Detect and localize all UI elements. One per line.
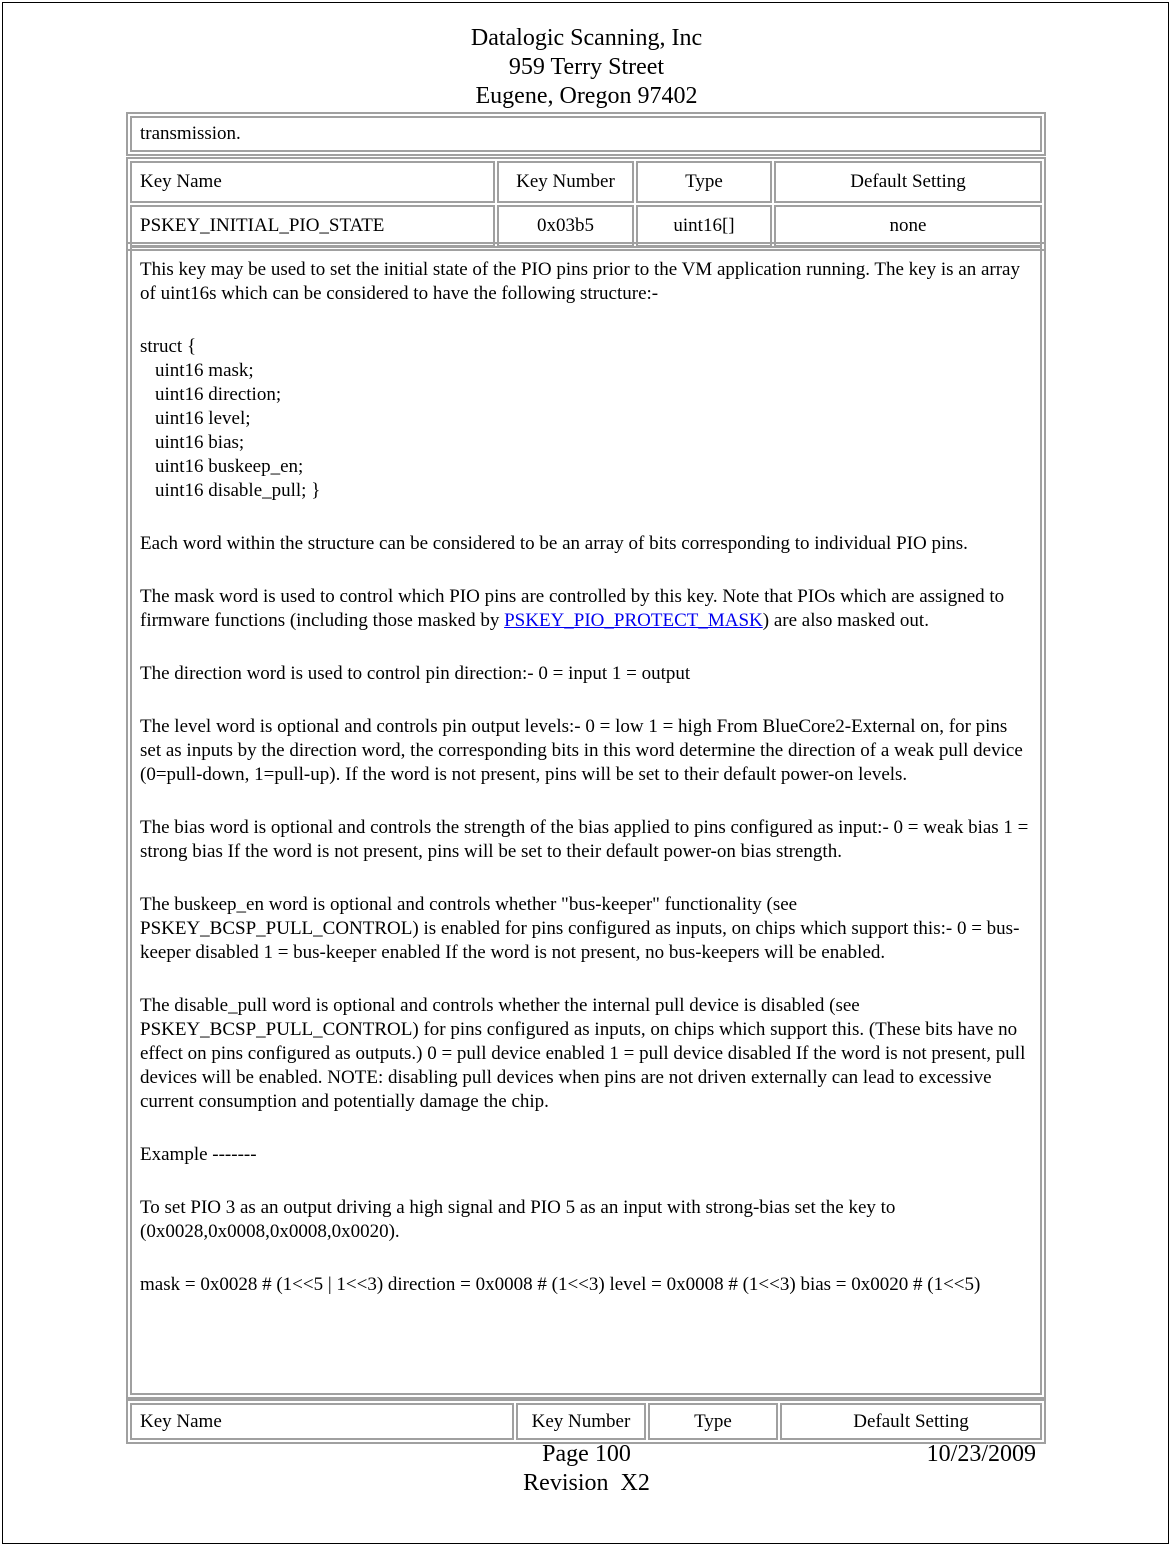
key-name-value: PSKEY_INITIAL_PIO_STATE	[130, 205, 495, 247]
struct-line: uint16 buskeep_en;	[155, 456, 304, 477]
paragraph-bias: The bias word is optional and controls the strength of the bias applied to pins configured as input:- 0 = weak bias 1 = strong bias If the word is not present, pins will be set to their default power-on bias strength.	[140, 817, 1029, 862]
paragraph-example-values: mask = 0x0028 # (1<<5 | 1<<3) direction = 0x0008 # (1<<3) level = 0x0008 # (1<<3) bias = 0x0020 # (1<<5)	[140, 1274, 981, 1295]
company-name: Datalogic Scanning, Inc	[470, 25, 703, 51]
paragraph-each-word: Each word within the structure can be considered to be an array of bits corresponding to individual PIO pins.	[140, 533, 968, 554]
continuation-text: transmission.	[130, 116, 1042, 152]
paragraph-example-description: To set PIO 3 as an output driving a high signal and PIO 5 as an input with strong-bias set the key to (0x0028,0x0008,0x0008,0x0020).	[140, 1197, 896, 1242]
mask-text-after: ) are also masked out.	[762, 610, 929, 631]
next-key-table	[126, 1399, 1046, 1444]
header-key-name: Key Name	[130, 1403, 514, 1440]
header-key-number: Key Number	[497, 161, 634, 203]
struct-line: uint16 bias;	[155, 432, 245, 453]
struct-line: uint16 level;	[155, 408, 251, 429]
header-key-number: Key Number	[516, 1403, 646, 1440]
company-city: Eugene, Oregon 97402	[475, 83, 698, 109]
header-type: Type	[648, 1403, 778, 1440]
continuation-table	[126, 112, 1046, 156]
header-default-setting: Default Setting	[780, 1403, 1042, 1440]
next-key-table-header-row	[130, 1403, 1042, 1440]
struct-line: uint16 mask;	[155, 360, 254, 381]
struct-line: uint16 disable_pull; }	[155, 480, 321, 501]
paragraph-direction: The direction word is used to control pin direction:- 0 = input 1 = output	[140, 663, 691, 684]
type-value: uint16[]	[636, 205, 772, 247]
key-table	[126, 157, 1046, 251]
document-header	[0, 24, 1173, 111]
paragraph-buskeep: The buskeep_en word is optional and controls whether "bus-keeper" functionality (see PSKEY_BCSP_PULL_CONTROL) is enabled for pins configured as inputs, on chips which support this:- 0 = bus-keeper disabled 1 = bus-keeper enabled If the word is not present, no bus-keepers will be enabled.	[140, 894, 1020, 963]
description-intro: This key may be used to set the initial state of the PIO pins prior to the VM application running. The key is an array of uint16s which can be considered to have the following structure:-	[140, 259, 1020, 304]
default-setting-value: none	[774, 205, 1042, 247]
mask-text-before: The mask word is used to control which PIO pins are controlled by this key. Note that PIOs which are assigned to firmware functions (including those masked by	[140, 586, 1005, 631]
description-cell	[130, 246, 1042, 1395]
company-street: 959 Terry Street	[508, 54, 665, 80]
header-type: Type	[636, 161, 772, 203]
struct-block	[140, 335, 1032, 503]
description-table	[126, 242, 1046, 1399]
paragraph-mask	[140, 585, 1032, 633]
key-table-header-row	[130, 161, 1042, 203]
paragraph-disable-pull: The disable_pull word is optional and controls whether the internal pull device is disabled (see PSKEY_BCSP_PULL_CONTROL) for pins configured as inputs, on chips which support this. (These bits have no effect on pins configured as outputs.) 0 = pull device enabled 1 = pull device disabled If the word is not present, pull devices will be enabled. NOTE: disabling pull devices when pins are not driven externally can lead to excessive current consumption and potentially damage the chip.	[140, 995, 1026, 1112]
key-number-value: 0x03b5	[497, 205, 634, 247]
struct-line: struct {	[140, 336, 197, 357]
struct-line: uint16 direction;	[155, 384, 282, 405]
pio-protect-mask-link[interactable]: PSKEY_PIO_PROTECT_MASK	[504, 610, 763, 631]
paragraph-level: The level word is optional and controls pin output levels:- 0 = low 1 = high From BlueCore2-External on, for pins set as inputs by the direction word, the corresponding bits in this word determine the direction of a weak pull device (0=pull-down, 1=pull-up). If the word is not present, pins will be set to their default power-on levels.	[140, 716, 1023, 785]
page-number: Page 100	[542, 1441, 631, 1467]
revision: Revision X2	[523, 1470, 650, 1496]
header-default-setting: Default Setting	[774, 161, 1042, 203]
header-key-name: Key Name	[130, 161, 495, 203]
footer-date: 10/23/2009	[926, 1441, 1036, 1467]
paragraph-example-heading: Example -------	[140, 1144, 257, 1165]
key-table-row	[130, 205, 1042, 247]
